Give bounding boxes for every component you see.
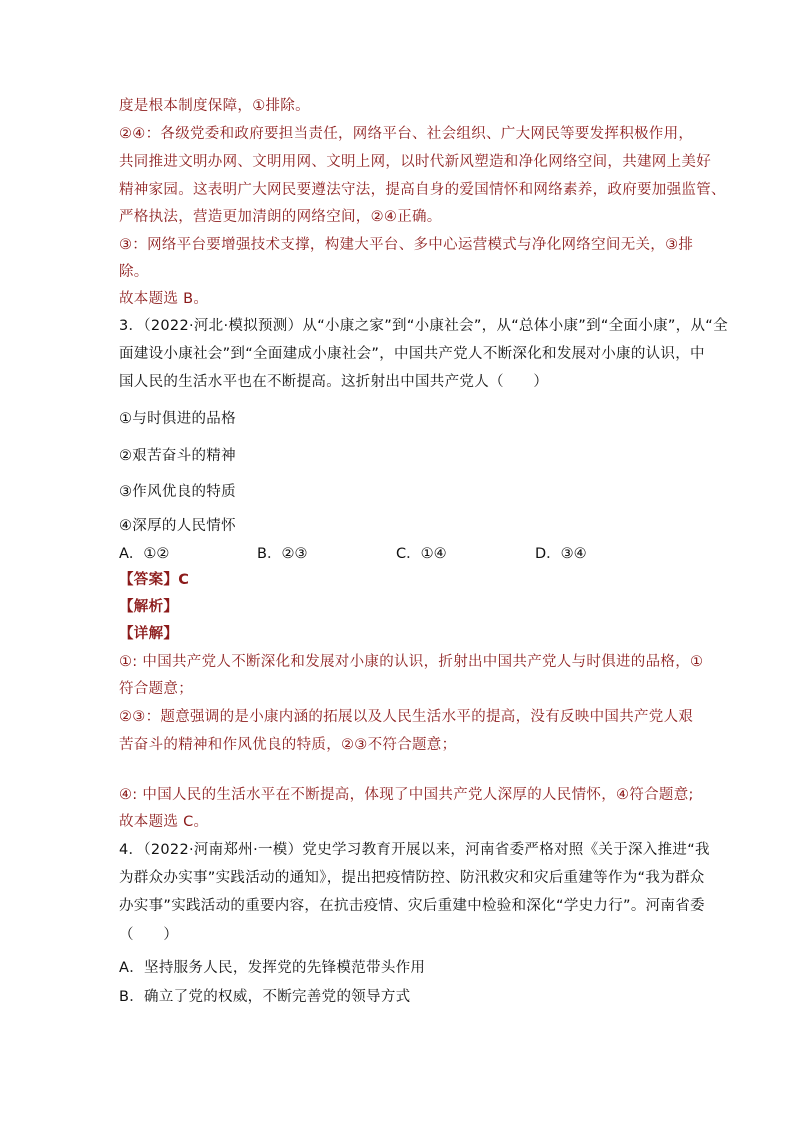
q3-detail-line: ④: 中国人民的生活水平在不断提高，体现了中国共产党人深厚的人民情怀，④符合题意; (119, 787, 694, 803)
q4-stem-line: 办实事”实践活动的重要内容，在抗击疫情、灾后重建中检验和深化“学史力行”。河南省委 (119, 898, 705, 914)
q4-stem-line: 为群众办实事”实践活动的通知》，提出把疫情防控、防汛救灾和灾后重建等作为“我为群众 (119, 870, 705, 886)
q3-item: ①与时俱进的品格 (119, 411, 236, 427)
q3-stem-line: 面建设小康社会”到“全面建成小康社会”，中国共产党人不断深化和发展对小康的认识，中 (119, 346, 705, 362)
q3-option-a: A．①② (119, 546, 170, 562)
q4-option-b: B．确立了党的权威，不断完善党的领导方式 (119, 989, 411, 1005)
q3-stem-line: 国人民的生活水平也在不断提高。这折射出中国共产党人（ ） (119, 374, 549, 390)
q3-item: ④深厚的人民情怀 (119, 518, 236, 534)
q2-analysis-line: 除。 (119, 264, 149, 280)
q3-item: ②艰苦奋斗的精神 (119, 448, 236, 464)
q3-conclusion: 故本题选 C。 (119, 814, 209, 830)
q3-detail-line: 符合题意； (119, 681, 193, 697)
q2-analysis-line: ③：网络平台要增强技术支撑，构建大平台、多中心运营模式与净化网络空间无关，③排 (119, 237, 694, 253)
q4-option-a: A．坚持服务人民，发挥党的先锋模范带头作用 (119, 960, 426, 976)
q2-analysis-line: 严格执法，营造更加清朗的网络空间，②④正确。 (119, 209, 442, 225)
q3-stem-line: 3．（2022·河北·模拟预测）从“小康之家”到“小康社会”，从“总体小康”到“全面小康”，从“全 (119, 318, 728, 334)
q2-analysis-line: 度是根本制度保障，①排除。 (119, 98, 310, 114)
q3-option-d: D．③④ (535, 546, 587, 562)
q3-item: ③作风优良的特质 (119, 484, 236, 500)
q3-detail-line: ②③：题意强调的是小康内涵的拓展以及人民生活水平的提高，没有反映中国共产党人艰 (119, 709, 694, 725)
q3-answer: 【答案】C (119, 572, 190, 588)
q4-answer-blank: （ ） (119, 927, 179, 943)
q3-detail-heading: 【详解】 (119, 626, 179, 642)
q3-detail-line: ①: 中国共产党人不断深化和发展对小康的认识，折射出中国共产党人与时俱进的品格，① (119, 654, 704, 670)
q2-analysis-line: ②④：各级党委和政府要担当责任，网络平台、社会组织、广大网民等要发挥积极作用， (119, 126, 694, 142)
q3-option-c: C．①④ (396, 546, 447, 562)
q3-option-b: B．②③ (257, 546, 308, 562)
q3-detail-line: 苦奋斗的精神和作风优良的特质，②③不符合题意； (119, 737, 457, 753)
q2-conclusion: 故本题选 B。 (119, 291, 209, 307)
q2-analysis-line: 精神家园。这表明广大网民要遵法守法，提高自身的爱国情怀和网络素养，政府要加强监管、 (119, 182, 726, 198)
q3-analysis-heading: 【解析】 (119, 599, 179, 615)
q4-stem-line: 4．（2022·河南郑州·一模）党史学习教育开展以来，河南省委严格对照《关于深入推进“我 (119, 842, 710, 858)
q2-analysis-line: 共同推进文明办网、文明用网、文明上网，以时代新风塑造和净化网络空间，共建网上美好 (119, 154, 711, 170)
